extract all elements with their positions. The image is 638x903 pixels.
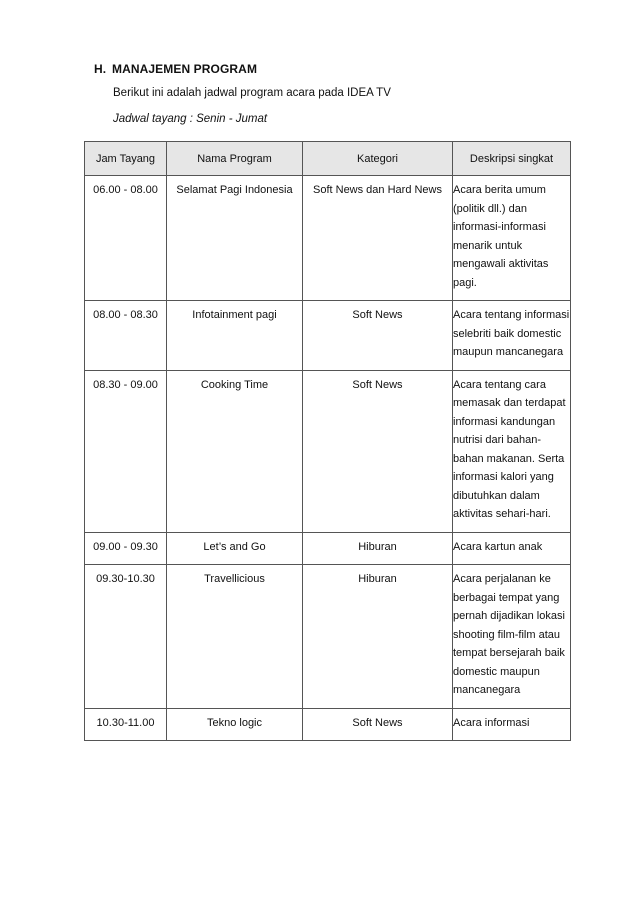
section-title: MANAJEMEN PROGRAM bbox=[112, 62, 258, 76]
table-row bbox=[85, 370, 571, 532]
time-cell: 08.30 - 09.00 bbox=[85, 370, 167, 532]
time-cell: 10.30-11.00 bbox=[85, 708, 167, 741]
program-cell: Tekno logic bbox=[167, 708, 303, 741]
header-nama-program: Nama Program bbox=[167, 142, 303, 176]
description-cell: Acara berita umum (politik dll.) dan informasi-informasi menarik untuk mengawali aktivitas pagi. bbox=[453, 176, 571, 301]
category-cell: Hiburan bbox=[303, 565, 453, 709]
description-cell: Acara tentang cara memasak dan terdapat informasi kandungan nutrisi dari bahan-bahan makanan. Serta informasi kalori yang dibutuhkan dalam aktivitas sehari-hari. bbox=[453, 370, 571, 532]
description-cell: Acara tentang informasi selebriti baik domestic maupun mancanegara bbox=[453, 301, 571, 371]
time-cell: 09.30-10.30 bbox=[85, 565, 167, 709]
category-cell: Hiburan bbox=[303, 532, 453, 565]
time-cell: 06.00 - 08.00 bbox=[85, 176, 167, 301]
program-cell: Travellicious bbox=[167, 565, 303, 709]
time-cell: 08.00 - 08.30 bbox=[85, 301, 167, 371]
section-heading bbox=[94, 62, 257, 76]
program-cell: Selamat Pagi Indonesia bbox=[167, 176, 303, 301]
program-cell: Cooking Time bbox=[167, 370, 303, 532]
program-schedule-table bbox=[84, 141, 571, 741]
header-jam-tayang: Jam Tayang bbox=[85, 142, 167, 176]
table-row bbox=[85, 565, 571, 709]
time-cell: 09.00 - 09.30 bbox=[85, 532, 167, 565]
header-kategori: Kategori bbox=[303, 142, 453, 176]
category-cell: Soft News bbox=[303, 370, 453, 532]
intro-text: Berikut ini adalah jadwal program acara pada IDEA TV bbox=[113, 87, 391, 99]
description-cell: Acara perjalanan ke berbagai tempat yang pernah dijadikan lokasi shooting film-film atau tempat bersejarah baik domestic maupun mancanegara bbox=[453, 565, 571, 709]
section-number: H. bbox=[94, 62, 107, 76]
schedule-note: Jadwal tayang : Senin - Jumat bbox=[113, 113, 268, 125]
category-cell: Soft News bbox=[303, 708, 453, 741]
program-cell: Infotainment pagi bbox=[167, 301, 303, 371]
table-row bbox=[85, 176, 571, 301]
category-cell: Soft News dan Hard News bbox=[303, 176, 453, 301]
table-row bbox=[85, 708, 571, 741]
program-cell: Let’s and Go bbox=[167, 532, 303, 565]
table-row bbox=[85, 532, 571, 565]
category-cell: Soft News bbox=[303, 301, 453, 371]
table-row bbox=[85, 301, 571, 371]
table-header-row bbox=[85, 142, 571, 176]
description-cell: Acara kartun anak bbox=[453, 532, 571, 565]
description-cell: Acara informasi bbox=[453, 708, 571, 741]
header-deskripsi: Deskripsi singkat bbox=[453, 142, 571, 176]
